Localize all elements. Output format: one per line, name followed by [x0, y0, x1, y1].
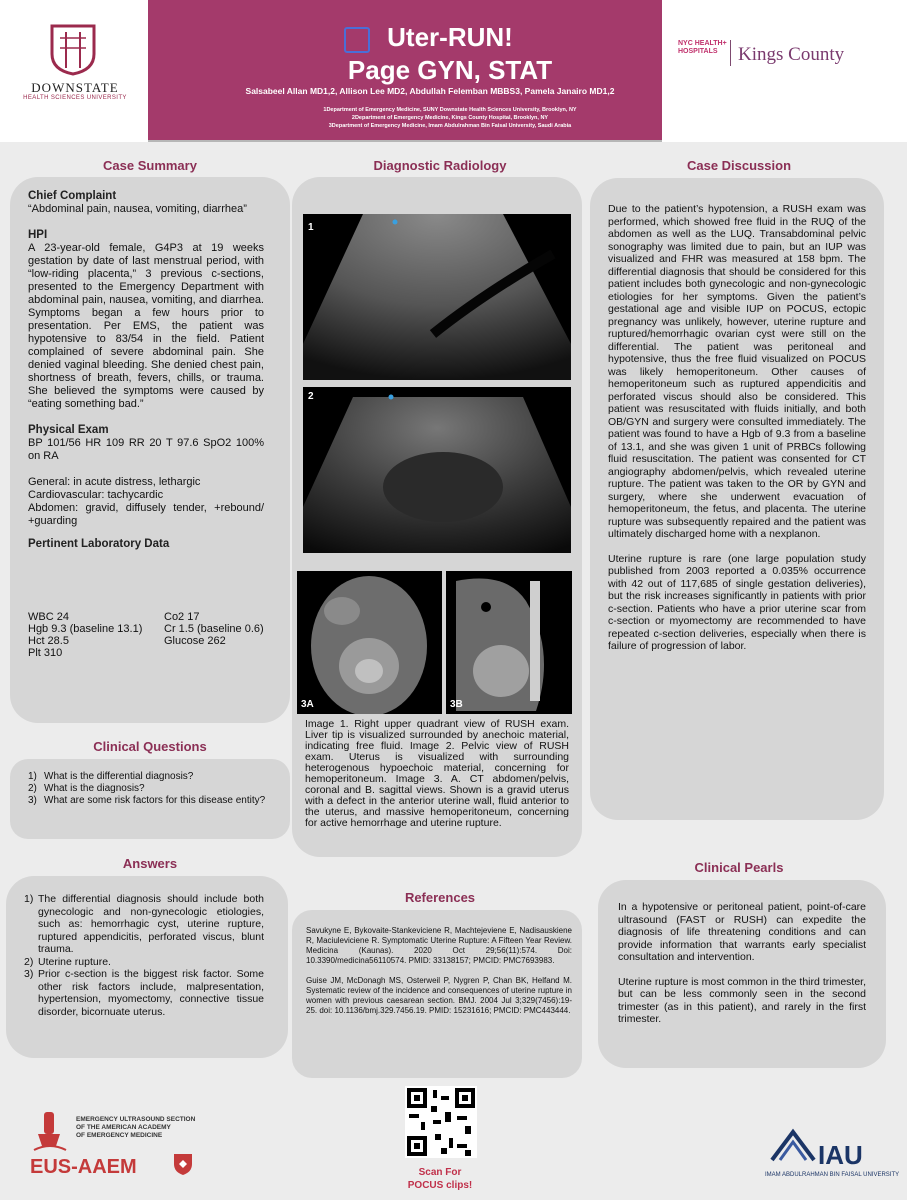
- poster-header: [0, 0, 907, 142]
- iau-emblem-icon: [770, 1128, 816, 1168]
- image-label-3a: 3A: [301, 699, 314, 710]
- references-heading: References: [404, 890, 476, 905]
- clinical-questions-heading: Clinical Questions: [93, 739, 207, 754]
- list-item: [24, 956, 264, 969]
- radiology-caption: Image 1. Right upper quadrant view of RUSH exam. Liver tip is visualized surrounded by anechoic material, indicating free fluid. Image 2. Pelvic view of RUSH exam. Uterus is visualized with surrounding heterogenous hypoechoic material, concerning for hemoperitoneum. Image 3. A. CT abdomen/pelvis, coronal and B. sagittal views. Shown is a gravid uterus with a defect in the anterior uterine wall, fluid anterior to the uterus, and massive hemoperitoneum, concerning for active hemorrhage and uterine rupture.: [305, 718, 569, 829]
- case-discussion-heading: Case Discussion: [686, 158, 792, 173]
- physical-exam-label: Physical Exam: [28, 424, 109, 436]
- author-list: Salsabeel Allan MD1,2, Allison Lee MD2, Abdullah Felemban MBBS3, Pamela Janairo MD1,2: [245, 86, 615, 96]
- qr-code-icon: [405, 1086, 477, 1158]
- item-number: 2): [24, 955, 34, 968]
- item-number: 3): [24, 968, 34, 980]
- affiliation-3: 3Department of Emergency Medicine, Imam Abdulrahman Bin Faisal University, Saudi Arabia: [328, 123, 572, 129]
- hpi-text: A 23-year-old female, G4P3 at 19 weeks gestation by date of last menstrual period, with “low-riding placenta,” 3 previous c-sections, presented to the Emergency Department with abdominal pain, nausea, vomiting, and diarrhea. Symptoms began a few hours prior to presentation. Per EMS, the patient was hypotensive to 83/54 in the field. Patient complained of severe abdominal pain. She denied vaginal bleeding. She denied chest pain, shortness of breath, fevers, chills, or trauma. She believed the symptoms were caused by “eating something bad.”: [28, 242, 264, 410]
- image-label-1: 1: [308, 222, 314, 233]
- eus-section-text: [76, 1116, 195, 1140]
- references-list: [306, 926, 572, 1016]
- pearl-paragraph-2: Uterine rupture is most common in the third trimester, but can be less commonly seen in the second trimester (as in this patient), and rarely in the first trimester.: [618, 975, 866, 1025]
- ultrasound-2-graphic: [303, 387, 571, 553]
- lab-value: Glucose 262: [164, 635, 226, 647]
- downstate-subtitle: HEALTH SCIENCES UNIVERSITY: [23, 95, 127, 101]
- nyc-health-label: NYC HEALTH+ HOSPITALS: [678, 40, 727, 55]
- kings-county-logo: [662, 0, 907, 142]
- item-number: 1): [24, 893, 34, 905]
- discussion-paragraph-1: Due to the patient’s hypotension, a RUSH exam was performed, which showed free fluid in the RUQ of the abdomen as well as the LUQ. Transabdominal pelvic sonography was limited due to pain, but an IUP was visualized and FHR was measured at 158 bpm. The differential diagnosis that should be considered for this patient includes both gynecologic and non-gynecologic etiologies for her symptoms. Given the patient’s gestational age and visible IUP on POCUS, ectopic pregnancy was unlikely, however, uterine rupture and ruptured/hemorrhagic ovarian cyst were still on the differential. The patient was peritoneal and hypotensive, thus the free fluid visualized on POCUS was likely hemoperitoneum. Other causes of hemoperitoneum such as ruptured appendicitis and perforated viscus should also be considered. This patient was resuscitated with fluids initially, and both OB/GYN and surgery were consulted immediately. The patient was found to have a Hgb of 9.3 from a baseline of 13.1, and she was given 1 unit of PRBCs following fluid resuscitation. The patient was consented for CT angiography abdomen/pelvis, which revealed uterine rupture. The patient was taken to the OR by GYN and surgery, where she underwent evacuation of hemoperitoneum, the fetus, and placenta. The uterine rupture was subsequently repaired and the patient was ultimately discharged home with a nexplanon.: [608, 203, 866, 540]
- clinical-pearls-body: [618, 901, 866, 1026]
- eus-line: OF EMERGENCY MEDICINE: [76, 1132, 163, 1139]
- labs-left-column: [28, 611, 158, 659]
- logo-divider: [730, 40, 731, 66]
- radiology-heading: Diagnostic Radiology: [373, 158, 507, 173]
- item-text: Prior c-section is the biggest risk factor. Some other risk factors include, malpresentation, hypertension, myomectomy, connective tissue disorder, bicornuate uterus.: [38, 968, 264, 1018]
- poster-title-line2: Page GYN, STAT: [347, 55, 553, 85]
- poster-title-line1: Uter-RUN!: [387, 22, 513, 52]
- reference-item: Guise JM, McDonagh MS, Osterweil P, Nygren P, Chan BK, Helfand M. Systematic review of the incidence and consequences of uterine rupture in women with previous caesarean section. BMJ. 2004 Jul 3;329(7456):19-25. doi: 10.1136/bmj.329.7456.19. PMID: 15231616; PMCID: PMC443444.: [306, 976, 572, 1015]
- item-text: Uterine rupture.: [38, 955, 111, 968]
- ct-coronal-image: [297, 571, 442, 714]
- iau-subtitle: IMAM ABDULRAHMAN BIN FAISAL UNIVERSITY: [765, 1172, 900, 1178]
- item-text: What is the differential diagnosis?: [44, 771, 194, 782]
- lab-value: WBC 24: [28, 611, 69, 623]
- scan-line-1: Scan For: [418, 1167, 462, 1178]
- labs-label: Pertinent Laboratory Data: [28, 538, 170, 550]
- item-text: The differential diagnosis should include both gynecologic and non-gynecologic etiologies, such as: hemorrhagic cyst, uterine rupture, ruptured appendicitis, perforated viscus, blunt trauma.: [38, 893, 264, 955]
- case-summary-body: [28, 190, 264, 551]
- lab-value: Co2 17: [164, 611, 200, 623]
- lab-value: Hgb 9.3 (baseline 13.1): [28, 623, 143, 635]
- qr-caption: [390, 1166, 490, 1192]
- downstate-logo: [0, 0, 148, 142]
- labs-right-column: [164, 611, 284, 647]
- shield-icon: [172, 1152, 194, 1176]
- ultrasound-image-1: [303, 214, 571, 380]
- ct-sagittal-graphic: [446, 571, 572, 714]
- eus-aaem-logo-text: EUS-AAEM: [30, 1156, 137, 1178]
- ct-coronal-graphic: [297, 571, 442, 714]
- lab-value: Plt 310: [28, 647, 63, 659]
- eus-line: OF THE AMERICAN ACADEMY: [76, 1124, 171, 1131]
- image-label-3b: 3B: [450, 699, 463, 710]
- list-item: [28, 783, 268, 795]
- chief-complaint-text: “Abdominal pain, nausea, vomiting, diarrhea”: [28, 203, 247, 215]
- item-text: What are some risk factors for this disease entity?: [44, 795, 266, 806]
- item-text: What is the diagnosis?: [44, 783, 145, 794]
- ultrasound-1-graphic: [303, 214, 571, 380]
- discussion-paragraph-2: Uterine rupture is rare (one large population study published from 2003 reported a 0.035% occurrence with 42 out of 117,685 of single gestation deliveries), but the risk increases significantly in patients with prior c-section. Patients who have a prior uterine scar from c-section or myomectomy are recommended to have repeated c-section deliveries, especially when there is failure of progression of labor.: [608, 552, 866, 652]
- affiliations: [200, 106, 700, 130]
- item-number: 3): [28, 795, 37, 806]
- pearl-paragraph-1: In a hypotensive or peritoneal patient, point-of-care ultrasound (FAST or RUSH) can expedite the diagnosis of life threatening conditions and can provide information that warrants early specialist consultation and intervention.: [618, 901, 866, 963]
- reference-item: Savukyne E, Bykovaite-Stankeviciene R, Machtejeviene E, Nadisauskiene R, Maciuleviciene R. Symptomatic Uterine Rupture: A Fifteen Year Review. Medicina (Kaunas). 2020 Oct 29;56(11):574. Doi: 10.3390/medicina56110574. PMID: 33138157; PMCID: PMC7693983.: [306, 926, 572, 965]
- affiliation-1: 1Department of Emergency Medicine, SUNY Downstate Health Sciences University, Brooklyn, NY: [323, 107, 577, 113]
- qr-code[interactable]: [405, 1086, 477, 1158]
- lab-value: Cr 1.5 (baseline 0.6): [164, 623, 264, 635]
- iau-logo-text: IAU: [818, 1140, 863, 1170]
- ct-sagittal-image: [446, 571, 572, 714]
- lab-value: Hct 28.5: [28, 635, 69, 647]
- eus-line: EMERGENCY ULTRASOUND SECTION: [76, 1116, 196, 1123]
- scan-line-2: POCUS clips!: [407, 1180, 473, 1191]
- kings-county-name: Kings County: [738, 44, 845, 65]
- list-item: [24, 893, 264, 956]
- exam-abdomen: Abdomen: gravid, diffusely tender, +rebound/ +guarding: [28, 502, 264, 527]
- hpi-label: HPI: [28, 229, 48, 241]
- item-number: 1): [28, 771, 37, 782]
- exam-cardiovascular: Cardiovascular: tachycardic: [28, 489, 164, 501]
- item-number: 2): [28, 783, 37, 794]
- list-item: [28, 771, 268, 783]
- answers-list: [24, 893, 264, 1018]
- clinical-pearls-heading: Clinical Pearls: [694, 860, 784, 875]
- exam-general: General: in acute distress, lethargic: [28, 476, 201, 488]
- list-item: [24, 968, 264, 1018]
- vitals-text: BP 101/56 HR 109 RR 20 T 97.6 SpO2 100% on RA: [28, 437, 264, 462]
- list-item: [28, 795, 268, 807]
- case-discussion-body: [608, 203, 866, 653]
- case-summary-heading: Case Summary: [103, 158, 197, 173]
- shield-icon: [50, 24, 96, 76]
- ultrasound-probe-icon: [30, 1112, 70, 1156]
- image-label-2: 2: [308, 391, 314, 402]
- answers-heading: Answers: [122, 856, 178, 871]
- downstate-name: DOWNSTATE: [31, 80, 119, 95]
- chief-complaint-label: Chief Complaint: [28, 190, 117, 202]
- ultrasound-image-2: [303, 387, 571, 553]
- affiliation-2: 2Department of Emergency Medicine, Kings County Hospital, Brooklyn, NY: [351, 115, 549, 121]
- clinical-questions-list: [28, 771, 268, 807]
